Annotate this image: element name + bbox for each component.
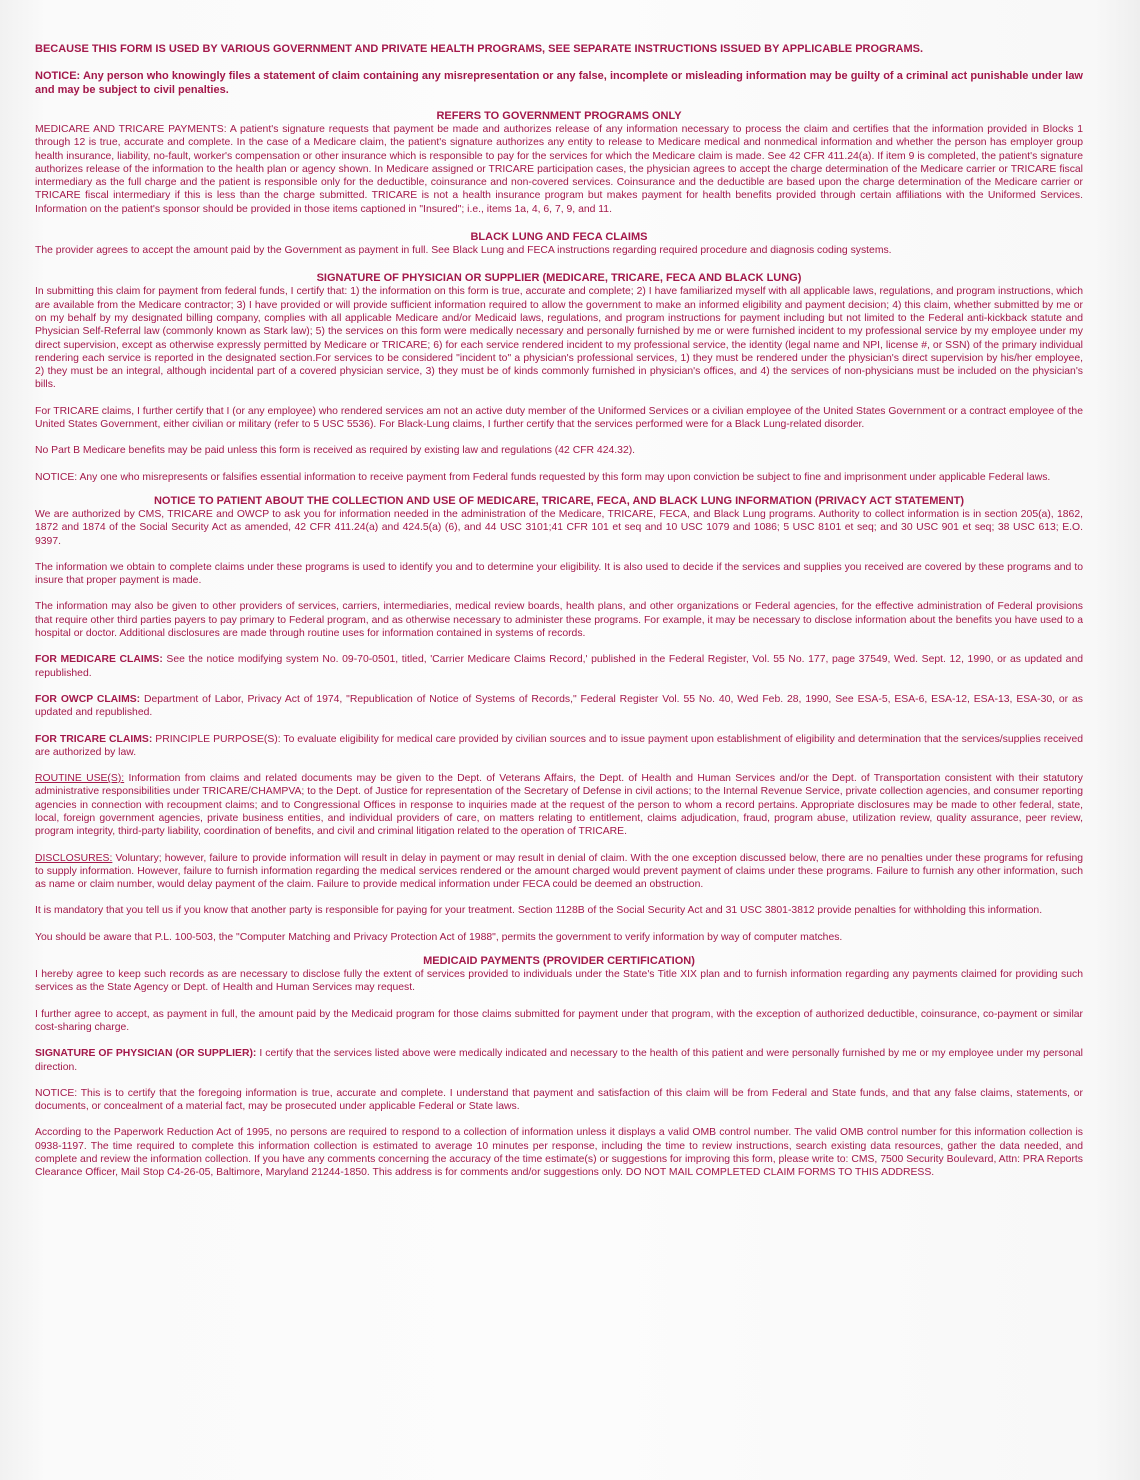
medicare-claims-label: FOR MEDICARE CLAIMS:: [35, 654, 163, 666]
computer-matching-notice: You should be aware that P.L. 100-503, the "Computer Matching and Privacy Protection Act of 1988", permits the government to verify information by way of computer matches.: [35, 931, 843, 943]
medicare-claims-paragraph: [35, 653, 1083, 680]
part-b-notice: No Part B Medicare benefits may be paid unless this form is received as required by existing law and regulations (42 CFR 424.32).: [35, 445, 636, 457]
routine-uses-paragraph: [35, 772, 1083, 838]
tricare-claims-text: PRINCIPLE PURPOSE(S): To evaluate eligibility for medical care provided by civilian sources and to issue payment upon establishment of eligibility and determination that the services/supplies received are authorized by law.: [35, 733, 1083, 758]
tricare-certification: For TRICARE claims, I further certify that I (or any employee) who rendered services am not an active duty member of the Uniformed Services or a civilian employee of the United States Government or a contract employee of the United States Government, either civilian or military (refer to 5 USC 5536). For Black-Lung claims, I further certify that the services performed were for a Black Lung-related disorder.: [35, 405, 1083, 431]
privacy-authority: We are authorized by CMS, TRICARE and OWCP to ask you for information needed in the administration of the Medicare, TRICARE, FECA, and Black Lung programs. Authority to collect information is in section 205(a), 1862, 1872 and 1874 of the Social Security Act as amended, 42 CFR 411.24(a) and 424.5(a) (6), and 44 USC 3101;41 CFR 101 et seq and 10 USC 1079 and 1086; 5 USC 8101 et seq; and 30 USC 901 et seq; 38 USC 613; E.O. 9397.: [35, 508, 1083, 547]
routine-uses-label: ROUTINE USE(S):: [35, 773, 125, 785]
criminal-notice: NOTICE: Any person who knowingly files a statement of claim containing any misrepresentation or any false, incomplete or misleading information may be guilty of a criminal act punishable under law and may be subject to civil penalties.: [35, 70, 1083, 96]
disclosures-paragraph: [35, 852, 1083, 892]
disclosures-label: DISCLOSURES:: [35, 852, 113, 864]
privacy-disclosure: The information may also be given to other providers of services, carriers, intermediaries, medical review boards, health plans, and other organizations or Federal agencies, for the effective administration of Federal provisions that require other third parties payers to pay primary to Federal program, and as otherwise necessary to administer these programs. For example, it may be necessary to disclose information about the benefits you have used to a hospital or doctor. Additional disclosures are made through routine uses for information contained in systems of records.: [35, 601, 1083, 640]
owcp-claims-text: Department of Labor, Privacy Act of 1974, "Republication of Notice of Systems of Records," Federal Register Vol. 55 No. 40, Wed Feb. 28, 1990, See ESA-5, ESA-6, ESA-12, ESA-13, ESA-30, or as updated and republished.: [35, 693, 1083, 719]
programs-notice: BECAUSE THIS FORM IS USED BY VARIOUS GOVERNMENT AND PRIVATE HEALTH PROGRAMS, SEE SEPARATE INSTRUCTIONS ISSUED BY APPLICABLE PROGRAMS.: [35, 43, 924, 55]
physician-signature-paragraph: [35, 1047, 1083, 1074]
privacy-use: The information we obtain to complete claims under these programs is used to identify you and to determine your eligibility. It is also used to decide if the services and supplies you received are covered by these programs and to insure that proper payment is made.: [35, 561, 1083, 587]
form-back-text: [35, 42, 1083, 1193]
medicare-claims-text: See the notice modifying system No. 09-70-0501, titled, 'Carrier Medicare Claims Record,' published in the Federal Register, Vol. 55 No. 177, page 37549, Wed. Sept. 12, 1990, or as updated and republished.: [35, 654, 1084, 679]
gov-programs-heading: REFERS TO GOVERNMENT PROGRAMS ONLY: [436, 110, 682, 122]
physician-signature-text: I certify that the services listed above were medically indicated and necessary to the health of this patient and were personally furnished by me or my employee under my personal direction.: [35, 1048, 1083, 1073]
misrepresentation-notice: NOTICE: Any one who misrepresents or falsifies essential information to receive payment from Federal funds requested by this form may upon conviction be subject to fine and imprisonment under applicable Federal laws.: [35, 471, 1051, 483]
tricare-claims-paragraph: [35, 733, 1083, 760]
medicaid-records: I hereby agree to keep such records as are necessary to disclose fully the extent of services provided to individuals under the State's Title XIX plan and to furnish information regarding any payments claimed for providing such services as the State Agency or Dept. of Health and Human Services may request.: [35, 969, 1083, 994]
mandatory-notice: It is mandatory that you tell us if you know that another party is responsible for paying for your treatment. Section 1128B of the Social Security Act and 31 USC 3801-3812 provide penalties for withholding this information.: [35, 905, 1043, 917]
signature-certification: In submitting this claim for payment from federal funds, I certify that: 1) the information on this form is true, accurate and complete; 2) I have familiarized myself with all applicable laws, regulations, and program instructions, which are available from the Medicare contractor; 3) I have provided or will provide sufficient information required to allow the government to make an informed eligibility and payment decision; 4) this claim, whether submitted by me or on my behalf by my designated billing company, complies with all applicable Medicare and/or Medicaid laws, regulations, and program instructions for payment including but not limited to the Federal anti-kickback statute and Physician Self-Referral law (commonly known as Stark law); 5) the services on this form were medically necessary and personally furnished by me or were furnished incident to my professional service by my employee under my direct supervision, except as otherwise expressly permitted by Medicare or TRICARE; 6) for each service rendered incident to my professional service, the identity (legal name and NPI, license #, or SSN) of the primary individual rendering each service is reported in the designated section.For services to be considered "incident to" a physician's professional services, 1) they must be rendered under the physician's direct supervision by his/her employee, 2) they must be an integral, although incidental part of a covered physician service, 3) they must be of kinds commonly furnished in physician's offices, and 4) the services of non-physicians must be included on the physician's bills.: [35, 286, 1083, 391]
physician-signature-label: SIGNATURE OF PHYSICIAN (OR SUPPLIER):: [35, 1048, 257, 1060]
black-lung-heading: BLACK LUNG AND FECA CLAIMS: [470, 231, 648, 244]
gov-programs-text: MEDICARE AND TRICARE PAYMENTS: A patient's signature requests that payment be made and authorizes release of any information necessary to process the claim and certifies that the information provided in Blocks 1 through 12 is true, accurate and complete. In the case of a Medicare claim, the patient's signature authorizes any entity to release to Medicare medical and nonmedical information and whether the person has employer group health insurance, liability, no-fault, worker's compensation or other insurance which is responsible to pay for the services for which the Medicare claim is made. See 42 CFR 411.24(a). If item 9 is completed, the patient's signature authorizes release of the information to the health plan or agency shown. In Medicare assigned or TRICARE participation cases, the physician agrees to accept the charge determination of the Medicare carrier or TRICARE fiscal intermediary as the full charge and the patient is responsible only for the deductible, coinsurance and non-covered services. Coinsurance and the deductible are based upon the charge determination of the Medicare carrier or TRICARE fiscal intermediary if this is less than the charge submitted. TRICARE is not a health insurance program but makes payment for health benefits provided through certain affiliations with the Uniformed Services. Information on the patient's sponsor should be provided in those items captioned in "Insured"; i.e., items 1a, 4, 6, 7, 9, and 11.: [35, 124, 1083, 215]
routine-uses-text: Information from claims and related documents may be given to the Dept. of Veterans Affairs, the Dept. of Health and Human Services and/or the Dept. of Transportation consistent with their statutory administrative responsibilities under TRICARE/CHAMPVA; to the Dept. of Justice for representation of the Secretary of Defense in civil actions; to the Internal Revenue Service, private collection agencies, and consumer reporting agencies in connection with recoupment claims; and to Congressional Offices in response to inquiries made at the request of the person to whom a record pertains. Appropriate disclosures may be made to other federal, state, local, foreign government agencies, private business entities, and individual providers of care, on matters relating to entitlement, claims adjudication, fraud, program abuse, utilization review, quality assurance, peer review, program integrity, third-party liability, coordination of benefits, and civil and criminal litigation related to the operation of TRICARE.: [35, 773, 1083, 838]
tricare-claims-label: FOR TRICARE CLAIMS:: [35, 733, 153, 745]
owcp-claims-label: FOR OWCP CLAIMS:: [35, 693, 141, 705]
medicaid-heading: MEDICAID PAYMENTS (PROVIDER CERTIFICATION): [423, 955, 695, 968]
privacy-heading: NOTICE TO PATIENT ABOUT THE COLLECTION AND USE OF MEDICARE, TRICARE, FECA, AND BLACK LUNG INFORMATION (PRIVACY ACT STATEMENT): [153, 494, 965, 507]
owcp-claims-paragraph: [35, 693, 1083, 720]
medicaid-notice: NOTICE: This is to certify that the foregoing information is true, accurate and complete. I understand that payment and satisfaction of this claim will be from Federal and State funds, and that any false claims, statements, or documents, or concealment of a material fact, may be prosecuted under applicable Federal or State laws.: [35, 1087, 1083, 1113]
black-lung-text: The provider agrees to accept the amount paid by the Government as payment in full. See Black Lung and FECA instructions regarding required procedure and diagnosis coding systems.: [35, 245, 892, 257]
signature-heading: SIGNATURE OF PHYSICIAN OR SUPPLIER (MEDICARE, TRICARE, FECA AND BLACK LUNG): [316, 272, 802, 285]
disclosures-text: Voluntary; however, failure to provide information will result in delay in payment or may result in denial of claim. With the one exception discussed below, there are no penalties under these programs for refusing to supply information. However, failure to furnish information regarding the medical services rendered or the amount charged would prevent payment of claims under these programs. Failure to furnish any other information, such as name or claim number, would delay payment of the claim. Failure to provide medical information under FECA could be deemed an obstruction.: [35, 852, 1083, 891]
paperwork-reduction: According to the Paperwork Reduction Act of 1995, no persons are required to respond to a collection of information unless it displays a valid OMB control number. The valid OMB control number for this information collection is 0938-1197. The time required to complete this information collection is estimated to average 10 minutes per response, including the time to review instructions, search existing data resources, gather the data needed, and complete and review the information collection. If you have any comments concerning the accuracy of the time estimate(s) or suggestions for improving this form, please write to: CMS, 7500 Security Boulevard, Attn: PRA Reports Clearance Officer, Mail Stop C4-26-05, Baltimore, Maryland 21244-1850. This address is for comments and/or suggestions only. DO NOT MAIL COMPLETED CLAIM FORMS TO THIS ADDRESS.: [35, 1127, 1083, 1179]
medicaid-payment: I further agree to accept, as payment in full, the amount paid by the Medicaid program for those claims submitted for payment under that program, with the exception of authorized deductible, coinsurance, co-payment or similar cost-sharing charge.: [35, 1008, 1083, 1033]
